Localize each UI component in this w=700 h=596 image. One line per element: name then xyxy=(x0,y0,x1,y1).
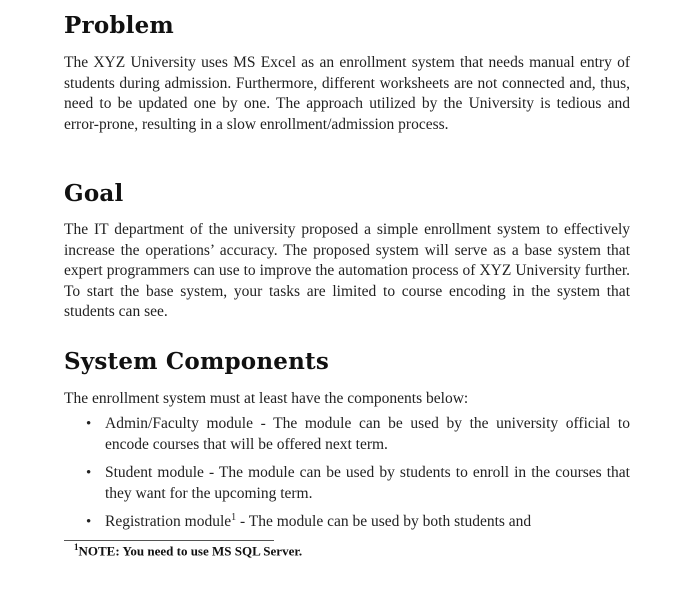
bullet-icon: • xyxy=(86,416,92,432)
system-components-heading: System Components xyxy=(64,348,329,375)
list-item: • Registration module$^1$ - The module can be used by both students and xyxy=(86,512,630,533)
component-name: Admin/Faculty module xyxy=(105,415,253,432)
footnote-number: 1 xyxy=(74,542,79,552)
problem-paragraph: The XYZ University uses MS Excel as an enrollment system that needs manual entry of students during admission. Furthermore, different worksheets are not connected and, thus, need to be updated one by one. The approach utilized by the University is tedious and error-prone, resulting in a slow enrollment/admission process. xyxy=(64,54,630,133)
footnote-mark: 1 xyxy=(231,511,237,523)
footnote-divider xyxy=(64,540,274,541)
bullet-icon: • xyxy=(86,465,92,481)
components-list xyxy=(86,414,630,541)
component-description: The module can be used by the university official to encode courses that will be offered next term. xyxy=(105,415,630,453)
problem-heading: Problem xyxy=(64,12,174,39)
component-name: Student module xyxy=(105,464,204,481)
system-components-intro: The enrollment system must at least have the components below: xyxy=(64,390,469,407)
component-description: The module can be used by students to enroll in the courses that they want for the upcoming term. xyxy=(105,464,630,502)
footnote xyxy=(74,542,302,559)
footnote-text: NOTE: You need to use MS SQL Server. xyxy=(78,543,303,559)
bullet-icon: • xyxy=(86,514,92,530)
component-name: Registration module xyxy=(105,513,232,530)
list-item: • Student module - The module can be used by students to enroll in the courses that they want for the upcoming term. xyxy=(86,464,630,502)
component-description: The module can be used by both students and xyxy=(248,513,532,530)
goal-paragraph: The IT department of the university proposed a simple enrollment system to effectively increase the operations’ accuracy. The proposed system will serve as a base system that expert programmers can use to improve the automation process of XYZ University further. To start the base system, your tasks are limited to course encoding in the system that students can see. xyxy=(64,221,630,320)
goal-heading: Goal xyxy=(64,180,124,207)
list-item: • Admin/Faculty module - The module can be used by the university official to encode courses that will be offered next term. xyxy=(86,415,630,453)
